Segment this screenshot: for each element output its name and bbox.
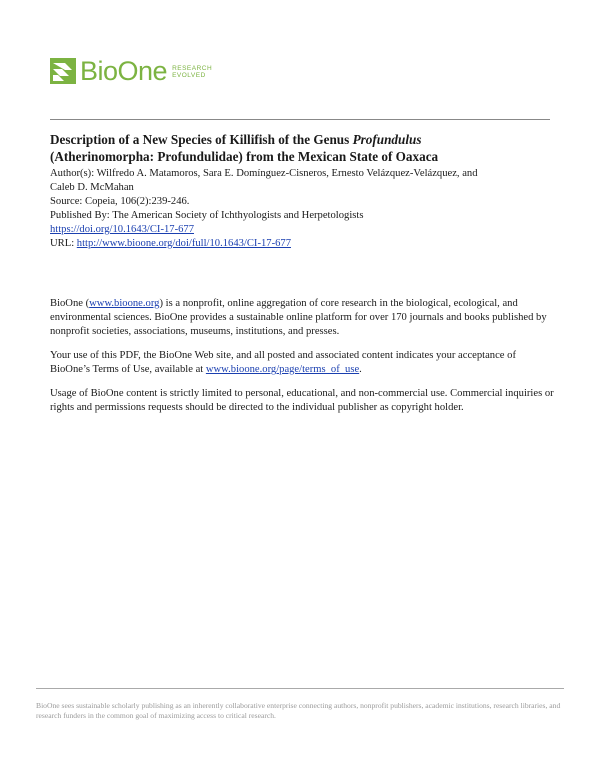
doi-link[interactable]: https://doi.org/10.1643/CI-17-677 — [50, 224, 194, 235]
article-title: Description of a New Species of Killifish of the Genus Profundulus (Atherinomorpha: Profundulidae) from the Mexican State of Oaxaca — [50, 132, 439, 164]
bioone-logo — [50, 56, 212, 86]
top-divider — [50, 119, 550, 120]
article-url-line: URL: http://www.bioone.org/doi/full/10.1643/CI-17-677 — [50, 238, 291, 249]
footer-divider — [36, 688, 564, 689]
article-title-genus: Profundulus — [352, 132, 422, 147]
bioone-home-link[interactable]: www.bioone.org — [89, 298, 160, 309]
article-metadata — [50, 131, 550, 251]
article-publisher: Published By: The American Society of Ichthyologists and Herpetologists — [50, 210, 364, 221]
terms-of-use-link[interactable]: www.bioone.org/page/terms_of_use — [205, 364, 360, 375]
footer-statement: BioOne sees sustainable scholarly publishing as an inherently collaborative enterprise connecting authors, nonprofit publishers, academic institutions, research libraries, and research funders in the common goal of maximizing access to critical research. — [36, 701, 561, 720]
notice-paragraph-about: BioOne (www.bioone.org) is a nonprofit, online aggregation of core research in the biological, ecological, and environmental sciences. BioOne provides a sustainable online platform for over 170 journals and books published by nonprofit societies, associations, museums, institutions, and presses. — [50, 298, 547, 337]
bioone-logo-tagline: RESEARCH EVOLVED — [172, 65, 213, 79]
article-doi-line — [50, 223, 550, 237]
article-url-link[interactable]: http://www.bioone.org/doi/full/10.1643/CI-17-677 — [76, 238, 291, 249]
bioone-logo-icon — [50, 58, 76, 84]
bioone-logo-wordmark: BioOne — [80, 56, 168, 86]
article-source: Source: Copeia, 106(2):239-246. — [50, 196, 190, 207]
bioone-notice — [50, 297, 555, 425]
notice-paragraph-terms: Your use of this PDF, the BioOne Web site, and all posted and associated content indicates your acceptance of BioOne’s Terms of Use, available at www.bioone.org/page/terms_of_use. — [50, 350, 516, 375]
notice-paragraph-usage: Usage of BioOne content is strictly limited to personal, educational, and non-commercial use. Commercial inquiries or rights and permissions requests should be directed to the individual publisher as copyright holder. — [50, 388, 554, 413]
article-authors: Author(s): Wilfredo A. Matamoros, Sara E. Domínguez-Cisneros, Ernesto Velázquez-Velázquez, and Caleb D. McMahan — [50, 168, 478, 193]
